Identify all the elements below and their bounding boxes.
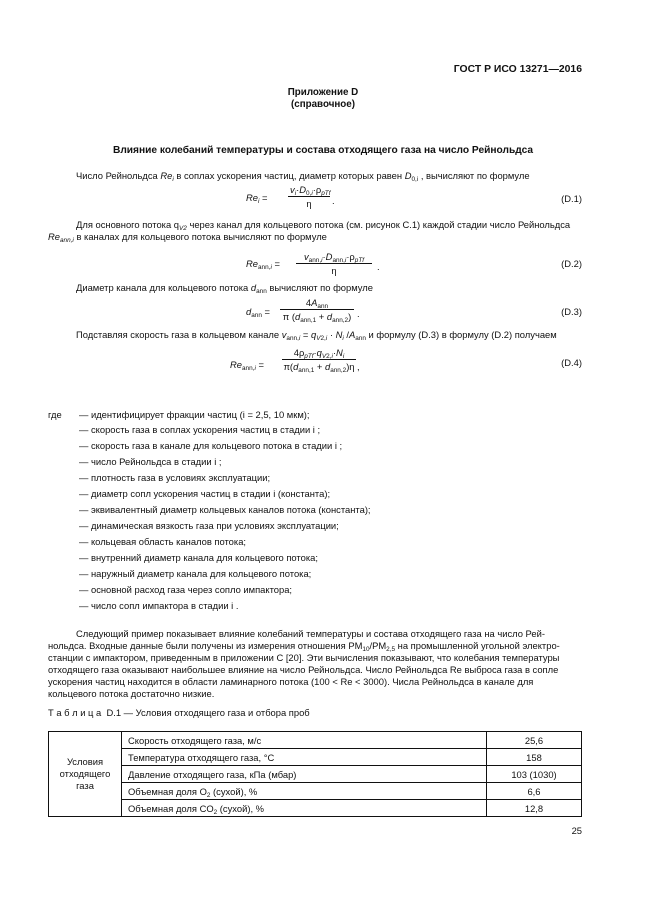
definition-text: — диаметр сопл ускорения частиц в стадии i (константа); [79, 488, 331, 499]
definition-text: — эквивалентный диаметр кольцевых каналов потока (константа); [79, 504, 371, 515]
p2-line2-b: в каналах для кольцевого потока вычисляют по формуле [73, 231, 327, 242]
paragraph-4: Подставляя скорость газа в кольцевом канале $v_{ann,i} = q_{V2,i} \cdot N_i$ $/A_{ann}$ и формулу (D.3) в формулу (D.2) получаем [76, 329, 557, 342]
p2-line2-sub: ann,i [59, 237, 74, 244]
example-line-2b: /PM [369, 640, 387, 651]
example-line-5: ускорения частиц находится в области ламинарного потока (100 < Re < 3000). Числа Рейнольдса в канале для [48, 676, 534, 687]
example-line-2c: на промышленной угольной электро- [395, 640, 560, 651]
equation-3-fraction: $4A_{ann}$ π $(d_{ann,1} + d_{ann,2})$ [280, 297, 354, 322]
param-sub: 2 [213, 808, 218, 816]
table-row [49, 766, 582, 783]
paragraph-2-line-1 [76, 219, 570, 230]
table-param [122, 800, 487, 817]
table-row [49, 783, 582, 800]
example-line-1: Следующий пример показывает влияние колебаний температуры и состава отходящего газа на число Рей- [76, 628, 545, 639]
standard-designation: ГОСТ Р ИСО 13271—2016 [453, 64, 582, 75]
paragraph-3 [76, 282, 373, 293]
p1-text-c: , вычисляют по формуле [418, 170, 530, 181]
table-value: 103 (1030) [487, 766, 582, 783]
annex-title: Приложение D [287, 87, 359, 98]
p3-sym: d [250, 282, 257, 293]
param-text-a: Объемная доля CO [128, 802, 214, 814]
definition-text: — кольцевая область каналов потока; [79, 536, 247, 547]
example-line-2-sub1: 10 [362, 646, 370, 653]
equation-4: $Re_{ann,i}$ = [230, 359, 264, 372]
param-text-a: Объемная доля O [128, 785, 207, 797]
conditions-table [48, 731, 582, 817]
table-value: 12,8 [487, 800, 582, 817]
definition-text: — основной расход газа через сопло импактора; [79, 584, 293, 595]
table-row [49, 732, 582, 749]
p1-text-a: Число Рейнольдса [76, 170, 161, 181]
table-param: Давление отходящего газа, кПа (мбар) [122, 766, 487, 783]
definition-text: — плотность газа в условиях эксплуатации; [79, 472, 271, 483]
table-value: 158 [487, 749, 582, 766]
p2-line1-sub: V2 [179, 225, 187, 232]
definition-text: — идентифицирует фракции частиц (i = 2,5, 10 мкм); [79, 409, 310, 420]
table-value: 6,6 [487, 783, 582, 800]
example-line-6: кольцевого потока достаточно низкие. [48, 688, 215, 699]
equation-1-dot: . [332, 195, 335, 206]
p3-text-a: Диаметр канала для кольцевого потока [76, 282, 251, 293]
example-line-2-sub2: 2,5 [386, 646, 396, 653]
where-label: где [48, 409, 62, 420]
table-group-label: Условия отходящего газа [49, 732, 122, 817]
param-sub: 2 [206, 791, 211, 799]
p4-text-a: Подставляя скорость газа в кольцевом канале [76, 329, 282, 340]
equation-4-number: (D.4) [561, 357, 582, 368]
table-param: Скорость отходящего газа, м/с [122, 732, 487, 749]
definition-text: — наружный диаметр канала для кольцевого потока; [79, 568, 312, 579]
annex-type: (справочное) [291, 99, 355, 110]
paragraph-1 [76, 170, 530, 181]
paragraph-2-line-2 [48, 231, 327, 242]
table-caption: Т а б л и ц а D.1 — Условия отходящего газа и отбора проб [48, 707, 310, 718]
p2-line2-sym: Re [48, 231, 60, 242]
p1-sub2: 0,i [411, 176, 419, 183]
example-line-4: отходящего газа оказывают наибольшее влияние на число Рейнольдса. Число Рейнольдса Re выброса газа в сопле [48, 664, 559, 675]
p1-sub: i [172, 176, 174, 183]
definition-text: — число сопл импактора в стадии i . [79, 600, 239, 611]
table-param [122, 783, 487, 800]
page-number: 25 [571, 825, 582, 836]
example-line-2a: нольдса. Входные данные были получены из измерения отношения PM [48, 640, 363, 651]
p3-sub: ann [256, 288, 267, 295]
table-param: Температура отходящего газа, °С [122, 749, 487, 766]
equation-1-fraction: $v_i\cdot D_{0,i}\cdot\rho_{pTf}$ η [290, 184, 331, 209]
equation-4-fraction: $4\rho_{pTf}\cdot q_{V2,i}\cdot N_i$ $\pi(d_{ann,1} + d_{ann,2})\eta$ [283, 347, 355, 374]
definition-text: — внутренний диаметр канала для кольцевого потока; [79, 552, 318, 563]
equation-1-number: (D.1) [561, 193, 582, 204]
table-row [49, 800, 582, 817]
equation-2-dot: . [377, 261, 380, 272]
definition-text: — динамическая вязкость газа при условиях эксплуатации; [79, 520, 339, 531]
table-row [49, 749, 582, 766]
equation-4-comma: , [357, 361, 360, 372]
section-title: Влияние колебаний температуры и состава отходящего газа на число Рейнольдса [112, 145, 534, 156]
equation-2-number: (D.2) [561, 258, 582, 269]
definition-text: — скорость газа в канале для кольцевого потока в стадии i ; [79, 440, 343, 451]
equation-3: $d_{ann}$ = [246, 306, 270, 319]
p4-text-b: и формулу (D.3) в формулу (D.2) получаем [365, 329, 557, 340]
p1-text-b: в соплах ускорения частиц, диаметр которых равен [173, 170, 405, 181]
equation-2-fraction: $v_{ann,i}\cdot D_{ann,i}\cdot\rho_{pTf}$ η [296, 251, 372, 276]
table-value: 25,6 [487, 732, 582, 749]
p2-line1-b: через канал для кольцевого потока (см. рисунок С.1) каждой стадии число Рейнольдса [186, 219, 571, 230]
example-line-3: станции с импактором, приведенным в приложении С [20]. Эти вычисления показывают, что колебания температуры [48, 652, 560, 663]
equation-2: $Re_{ann,i}$ = [246, 258, 280, 271]
equation-1: $Re_i$ = [246, 192, 268, 205]
p1-sym: Re [160, 170, 173, 181]
example-line-2 [48, 640, 560, 651]
param-text-b: (сухой), % [217, 802, 265, 814]
equation-3-dot: . [357, 308, 360, 319]
p2-line1: Для основного потока q [76, 219, 180, 230]
definition-text: — скорость газа в соплах ускорения частиц в стадии i ; [79, 424, 321, 435]
param-text-b: (сухой), % [210, 785, 258, 797]
equation-3-number: (D.3) [561, 306, 582, 317]
p3-text-b: вычисляют по формуле [266, 282, 373, 293]
p1-sym2: D [404, 170, 412, 181]
definition-text: — число Рейнольдса в стадии i ; [79, 456, 222, 467]
